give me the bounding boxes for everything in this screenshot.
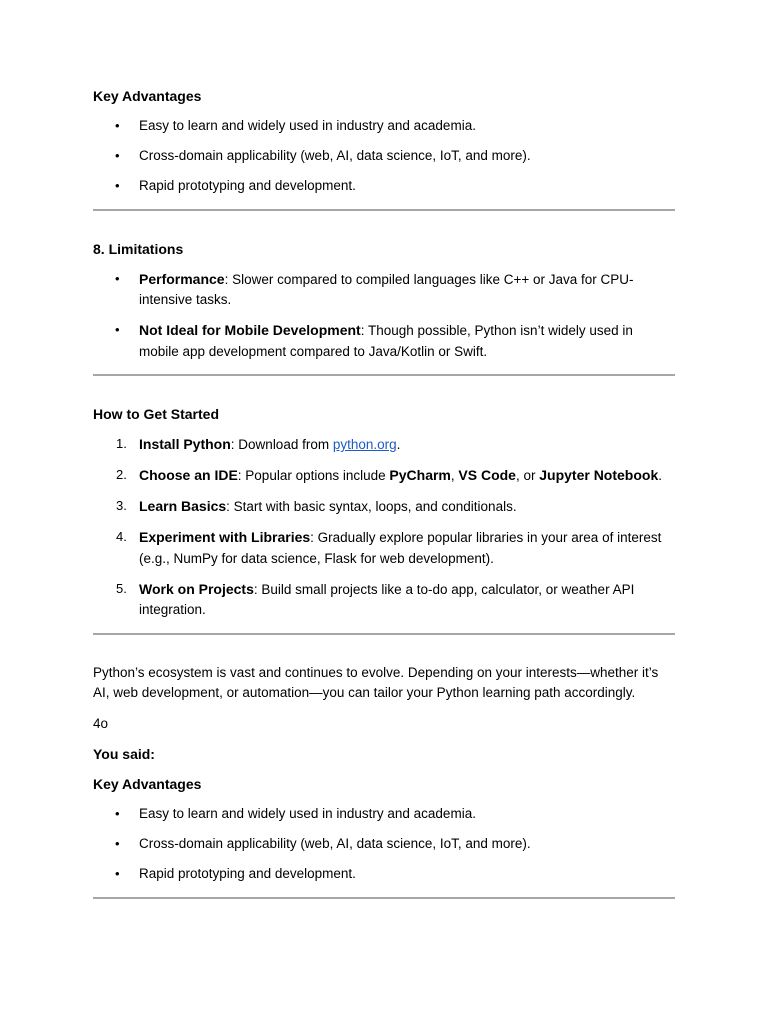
list-item-text: : Download from xyxy=(230,437,333,452)
list-item-text: : Build small projects like a to-do app, calculator, or weather API integration. xyxy=(139,581,635,617)
list-item xyxy=(93,579,675,621)
bullet-icon: • xyxy=(115,836,120,851)
key-advantages-heading: Key Advantages xyxy=(93,776,202,792)
bullet-icon: • xyxy=(115,806,120,821)
list-item xyxy=(93,465,675,487)
list-item xyxy=(93,176,675,197)
list-item-text: Rapid prototyping and development. xyxy=(139,866,356,881)
list-item-text: Easy to learn and widely used in industry and academia. xyxy=(139,118,476,133)
horizontal-divider xyxy=(93,897,675,899)
horizontal-divider xyxy=(93,209,675,211)
list-item-text: . xyxy=(396,437,401,452)
list-item-text: : Slower compared to compiled languages like C++ or Java for CPU-intensive tasks. xyxy=(139,271,634,307)
list-item-text: Cross-domain applicability (web, AI, data science, IoT, and more). xyxy=(139,148,531,163)
bullet-icon: • xyxy=(115,148,120,163)
limitations-list xyxy=(93,269,675,363)
list-item-term: Work on Projects xyxy=(139,580,254,597)
list-number: 3. xyxy=(116,498,127,513)
list-item xyxy=(93,496,675,518)
list-item-text: , xyxy=(450,468,459,483)
list-number: 1. xyxy=(116,436,127,451)
list-item-text: Cross-domain applicability (web, AI, data science, IoT, and more). xyxy=(139,836,531,851)
you-said-label: You said: xyxy=(93,746,155,762)
list-item-text: Easy to learn and widely used in industry and academia. xyxy=(139,806,476,821)
list-item-text: : Popular options include xyxy=(237,468,390,483)
list-item xyxy=(93,320,675,362)
list-item-term: Performance xyxy=(139,270,225,287)
closing-paragraph: Python’s ecosystem is vast and continues to evolve. Depending on your interests—whether it’s AI, web development, or automation—you can tailor your Python learning path accordingly. xyxy=(93,664,659,700)
list-number: 5. xyxy=(116,580,127,596)
ide-option-jupyter: Jupyter Notebook xyxy=(539,467,659,483)
list-item-term: Install Python xyxy=(139,436,231,452)
bullet-icon: • xyxy=(115,866,120,881)
list-item-text: : Start with basic syntax, loops, and conditionals. xyxy=(226,499,517,514)
python-org-link[interactable]: python.org xyxy=(332,437,397,452)
key-advantages-heading: Key Advantages xyxy=(93,88,202,104)
list-item xyxy=(93,834,675,855)
bullet-icon: • xyxy=(115,178,120,193)
get-started-list xyxy=(93,434,675,621)
bullet-icon: • xyxy=(115,270,120,286)
list-item-term: Learn Basics xyxy=(139,498,227,514)
list-item xyxy=(93,116,675,137)
horizontal-divider xyxy=(93,633,675,635)
limitations-heading: 8. Limitations xyxy=(93,240,184,257)
bullet-icon: • xyxy=(115,322,120,337)
list-item xyxy=(93,434,675,456)
get-started-heading: How to Get Started xyxy=(93,406,220,422)
list-item-text: , or xyxy=(515,468,540,483)
document-page xyxy=(93,86,675,927)
list-item xyxy=(93,146,675,167)
list-item-text: Rapid prototyping and development. xyxy=(139,178,356,193)
key-advantages-list xyxy=(93,116,675,197)
list-number: 4. xyxy=(116,529,127,544)
list-item-term: Experiment with Libraries xyxy=(139,529,311,545)
list-number: 2. xyxy=(116,467,127,482)
list-item-text: : Though possible, Python isn’t widely used in mobile app development compared to Java/Kotlin or Swift. xyxy=(139,323,633,359)
list-item-term: Choose an IDE xyxy=(139,467,238,483)
ide-option-pycharm: PyCharm xyxy=(389,467,451,483)
model-label: 4o xyxy=(93,715,109,731)
list-item-term: Not Ideal for Mobile Development xyxy=(139,322,361,338)
ide-option-vscode: VS Code xyxy=(458,467,516,483)
list-item-text: . xyxy=(658,468,663,483)
key-advantages-list xyxy=(93,804,675,885)
list-item xyxy=(93,864,675,885)
bullet-icon: • xyxy=(115,118,120,133)
list-item-text: : Gradually explore popular libraries in your area of interest (e.g., NumPy for data science, Flask for web development). xyxy=(139,530,662,566)
list-item xyxy=(93,269,675,311)
list-item xyxy=(93,804,675,825)
list-item xyxy=(93,527,675,569)
horizontal-divider xyxy=(93,374,675,376)
